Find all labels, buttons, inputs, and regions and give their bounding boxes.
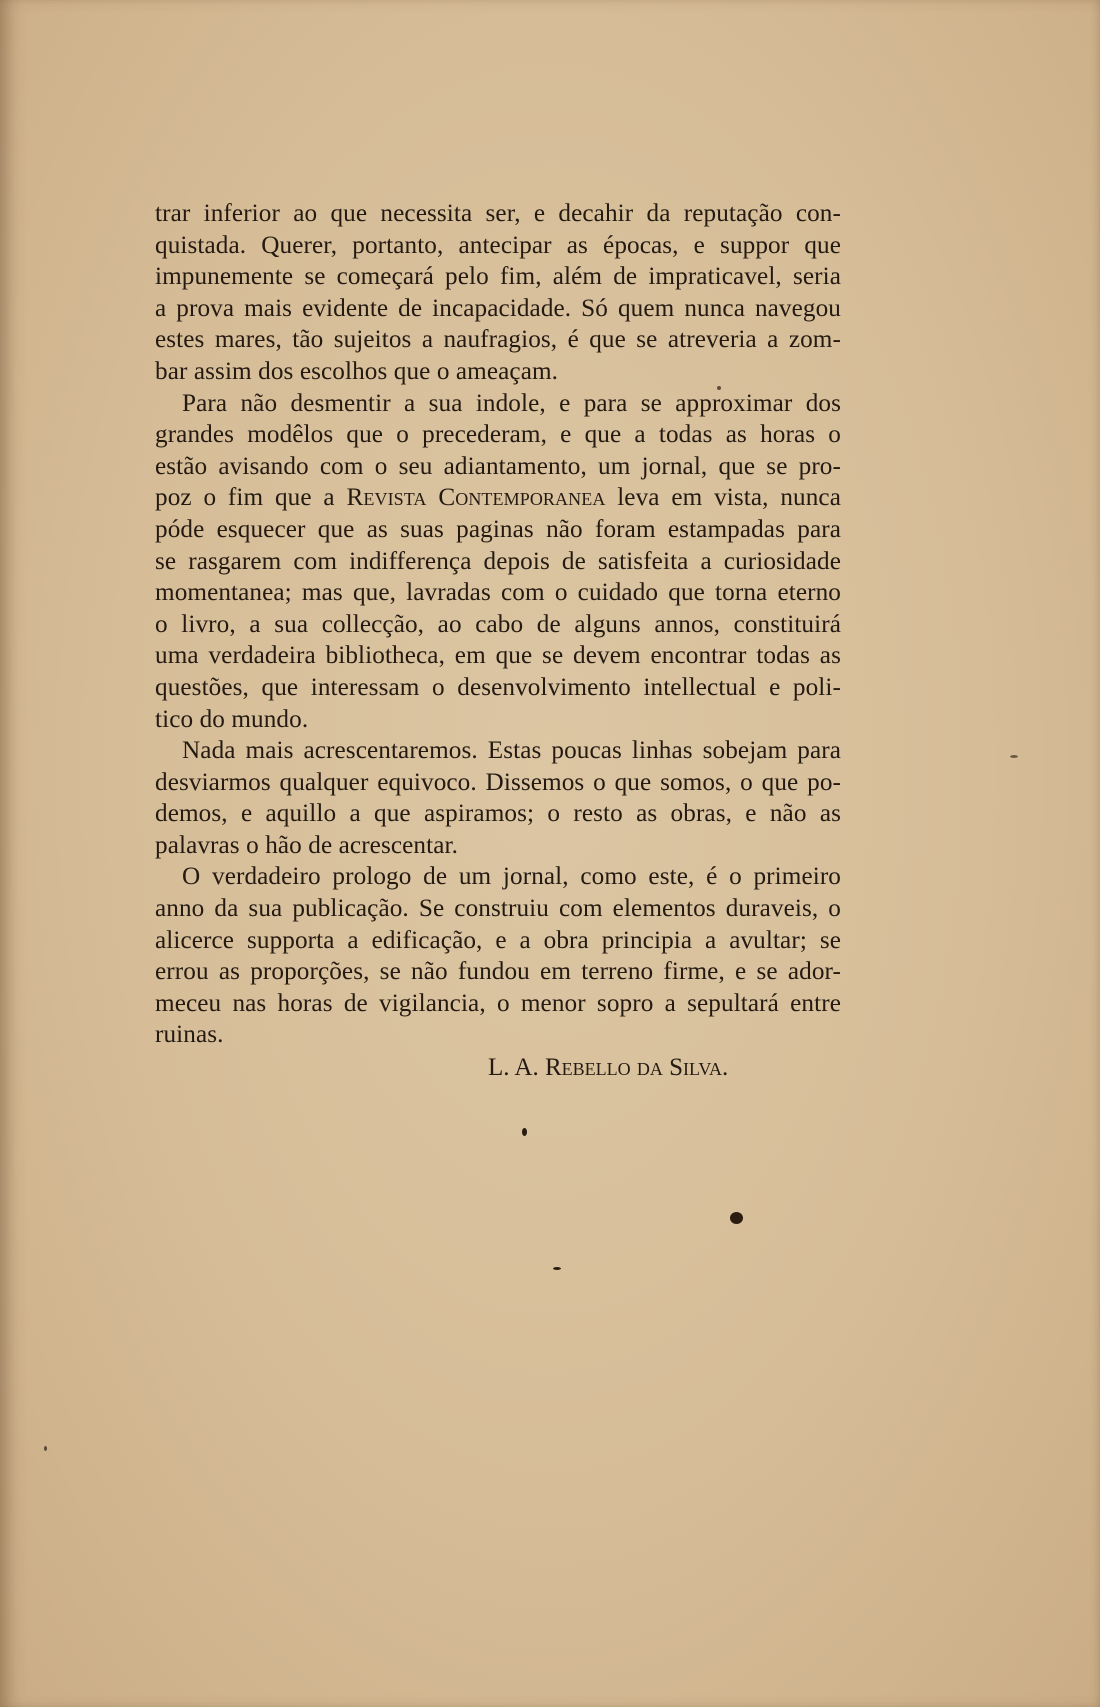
text-line: uma verdadeira bibliotheca, em que se devem encontrar todas as: [155, 642, 841, 670]
text-line: póde esquecer que as suas paginas não foram estampadas para: [155, 515, 841, 543]
text-line: questões, que interessam o desenvolvimento intellectual e poli-: [155, 673, 841, 701]
text-line: trar inferior ao que necessita ser, e decahir da reputação con-: [155, 200, 841, 227]
text-line: bar assim dos escolhos que o ameaçam.: [155, 357, 559, 385]
text-line: momentanea; mas que, lavradas com o cuidado que torna eterno: [155, 579, 841, 607]
text-line: estão avisando com o seu adiantamento, um jornal, que se pro-: [155, 452, 841, 480]
author-signature: [488, 1054, 728, 1082]
text-line: o livro, a sua collecção, ao cabo de alguns annos, constituirá: [155, 610, 841, 638]
text-line: estes mares, tão sujeitos a naufragios, é que se atreveria a zom-: [155, 326, 841, 354]
text-line: palavras o hão de acrescentar.: [155, 831, 458, 859]
ink-speck: [522, 1128, 527, 1136]
text-line: ruinas.: [155, 1021, 224, 1049]
text-line: alicerce supporta a edificação, e a obra principia a avultar; se: [155, 926, 841, 954]
paragraph-start-line: O verdadeiro prologo de um jornal, como este, é o primeiro: [182, 863, 841, 891]
text-line: a prova mais evidente de incapacidade. Só quem nunca navegou: [155, 294, 841, 322]
ink-speck: [44, 1446, 47, 1451]
text-line: desviarmos qualquer equivoco. Dissemos o que somos, o que po-: [155, 768, 841, 796]
text-line: anno da sua publicação. Se construiu com elementos duraveis, o: [155, 895, 841, 923]
text-line: errou as proporções, se não fundou em terreno firme, e se ador-: [155, 958, 841, 986]
ink-speck: [553, 1267, 561, 1270]
journal-title: Revista Contemporanea: [346, 484, 606, 512]
text-line: grandes modêlos que o precederam, e que a todas as horas o: [155, 421, 841, 449]
signature-name: Rebello da Silva.: [544, 1054, 729, 1081]
line-text-before: poz o fim que a: [155, 484, 347, 512]
text-line: demos, e aquillo a que aspiramos; o resto as obras, e não as: [155, 800, 841, 828]
text-line: se rasgarem com indifferença depois de satisfeita a curiosidade: [155, 547, 841, 575]
paragraph-start-line: Nada mais acrescentaremos. Estas poucas linhas sobejam para: [182, 737, 841, 765]
ink-speck: [717, 386, 721, 390]
text-line: quistada. Querer, portanto, antecipar as épocas, e suppor que: [155, 231, 841, 259]
ink-speck: [730, 1212, 743, 1224]
text-line: impunemente se começará pelo fim, além de impraticavel, seria: [155, 263, 841, 291]
ink-speck: [1010, 755, 1018, 758]
signature-initials: L. A.: [488, 1054, 545, 1081]
line-text-after: leva em vista, nunca: [605, 484, 841, 512]
text-line-with-title: [155, 482, 841, 514]
paragraph-start-line: Para não desmentir a sua indole, e para se approximar dos: [182, 389, 841, 417]
text-line: meceu nas horas de vigilancia, o menor sopro a sepultará entre: [155, 989, 841, 1017]
text-line: tico do mundo.: [155, 705, 309, 733]
body-text: [155, 198, 841, 1051]
